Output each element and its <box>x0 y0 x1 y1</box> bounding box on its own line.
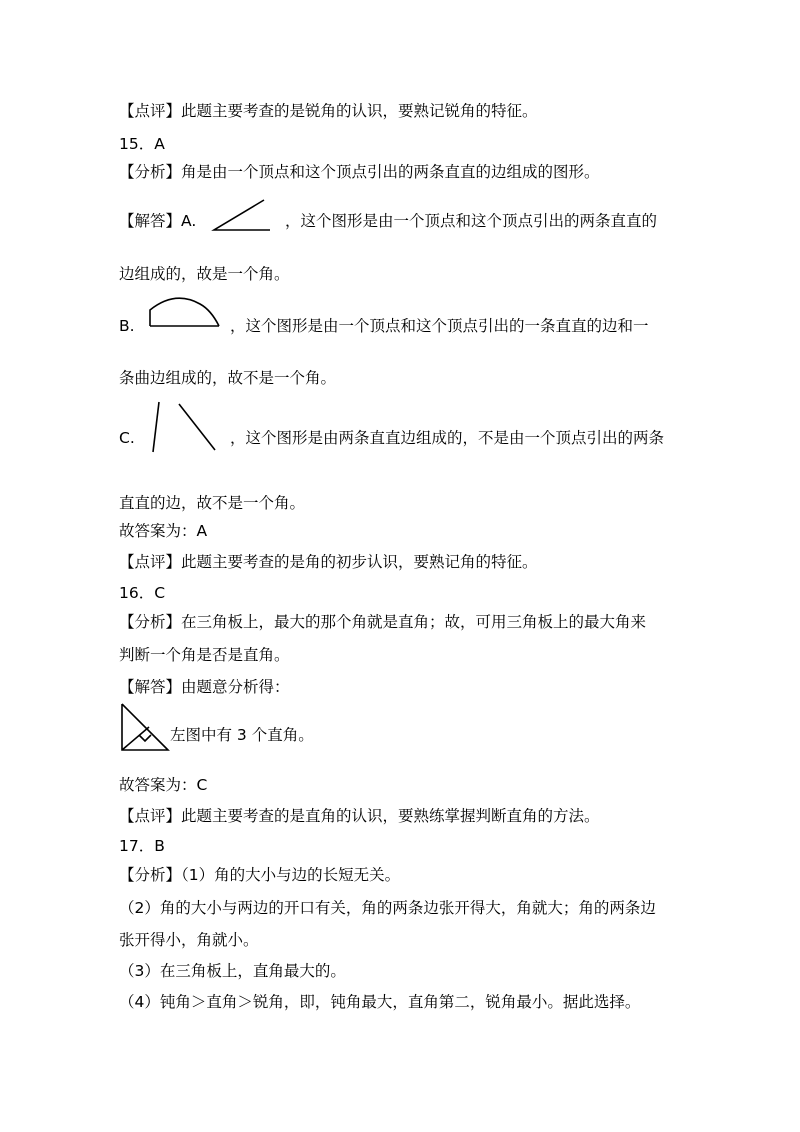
question-number: 16．C <box>119 584 166 602</box>
text-line: 直直的边，故不是一个角。 <box>119 494 306 512</box>
question-number: 17．B <box>119 837 165 855</box>
angle-figure-a <box>210 196 274 238</box>
text-line: （2）角的大小与两边的开口有关，角的两条边张开得大，角就大；角的两条边 <box>119 899 656 917</box>
text-line: 【点评】此题主要考查的是锐角的认识，要熟记锐角的特征。 <box>119 102 538 120</box>
text-line: （4）钝角＞直角＞锐角，即，钝角最大，直角第二，锐角最小。据此选择。 <box>119 993 641 1011</box>
text-line: 【分析】（1）角的大小与边的长短无关。 <box>119 866 401 884</box>
text-line: B. <box>119 317 135 335</box>
text-line: 条曲边组成的，故不是一个角。 <box>119 369 337 387</box>
text-line: 【点评】此题主要考查的是角的初步认识，要熟记角的特征。 <box>119 553 538 571</box>
lines-figure-c <box>145 398 225 458</box>
text-line: 左图中有 3 个直角。 <box>170 726 314 744</box>
text-line: 边组成的，故是一个角。 <box>119 265 290 283</box>
text-line: 张开得小，角就小。 <box>119 931 259 949</box>
text-line: 【解答】由题意分析得： <box>119 678 290 696</box>
text-line: 【分析】在三角板上，最大的那个角就是直角；故，可用三角板上的最大角来 <box>119 613 647 631</box>
text-line: ，这个图形是由一个顶点和这个顶点引出的两条直直的 <box>285 212 658 230</box>
text-line: （3）在三角板上，直角最大的。 <box>119 962 346 980</box>
text-line: 判断一个角是否是直角。 <box>119 646 290 664</box>
text-line: ，这个图形是由两条直直边组成的，不是由一个顶点引出的两条 <box>230 429 665 447</box>
triangle-figure <box>118 700 172 754</box>
text-line: 【点评】此题主要考查的是直角的认识，要熟练掌握判断直角的方法。 <box>119 807 600 825</box>
text-line: C. <box>119 429 135 447</box>
text-line: 故答案为：C <box>119 776 208 794</box>
question-number: 15．A <box>119 135 165 153</box>
text-line: 故答案为：A <box>119 522 208 540</box>
curve-figure-b <box>145 290 225 332</box>
text-line: ，这个图形是由一个顶点和这个顶点引出的一条直直的边和一 <box>230 317 649 335</box>
text-line: 【解答】A. <box>119 212 197 230</box>
text-line: 【分析】角是由一个顶点和这个顶点引出的两条直直的边组成的图形。 <box>119 163 600 181</box>
